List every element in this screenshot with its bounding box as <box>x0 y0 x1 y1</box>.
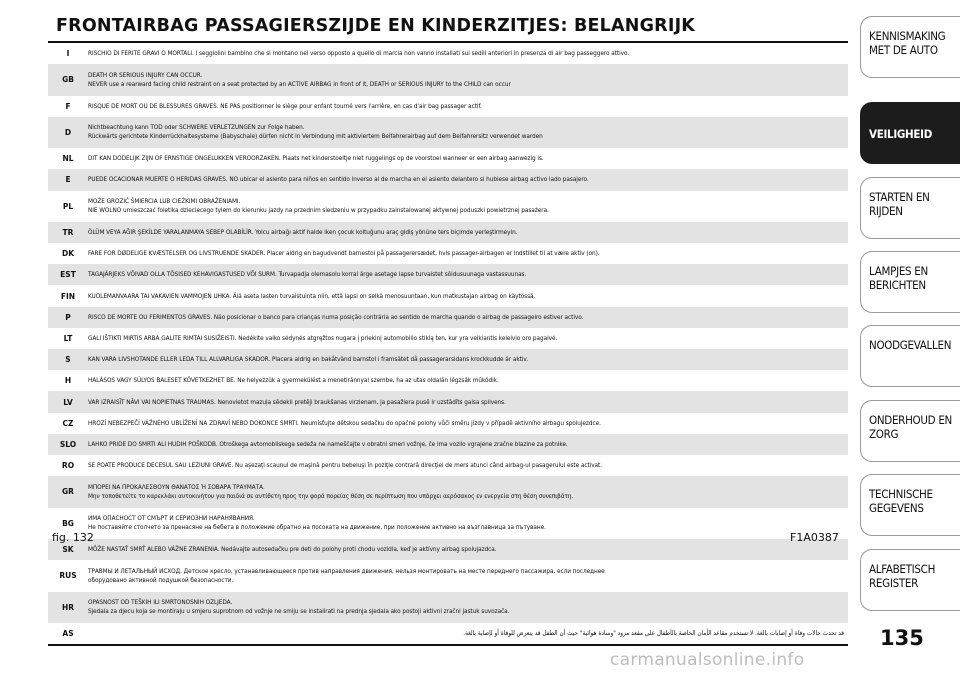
warning-text-line: Не поставяйте столчето за пренасяне на бебета в положение обратно на посоката на движение, при положение активно на възглавница за пътуване. <box>88 523 546 532</box>
language-code: S <box>65 355 71 365</box>
warning-text-line: MÔŽE NASTAŤ SMRŤ ALEBO VÁŽNE ZRANENIA. Nedávajte autosedačku pre deti do polohy proti chodu vozidla, keď je aktívny airbag spolujazdca. <box>88 545 497 554</box>
warning-text-line: VAR IZRAISĪT NĀVI VAI NOPIETNAS TRAUMAS. Nenovietot mazuļa sēdekli pretēji braukšanas virzienam, ja pasažiera pusē ir uzstādīts gaisa spilvens. <box>88 397 506 406</box>
warning-row-d <box>48 117 848 148</box>
warning-text-line: DIT KAN DODELIJK ZIJN OF ERNSTIGE ONGELUKKEN VEROORZAKEN. Plaats het kinderstoeltje niet ruggelings op de voorstoel wanneer er een airbag aanwezig is. <box>88 154 544 163</box>
chapter-tab-label: VEILIGHEID <box>869 127 933 141</box>
language-code: RO <box>61 461 75 471</box>
language-code: I <box>66 49 70 59</box>
warning-row-rus <box>48 560 848 591</box>
warning-text <box>88 117 848 148</box>
language-code: AS <box>62 629 74 639</box>
language-code: PL <box>62 201 74 211</box>
warning-row-fin <box>48 285 848 306</box>
chapter-tab-6[interactable] <box>860 400 960 462</box>
watermark: carmanualsonline.info <box>610 650 805 670</box>
warning-text-line: RISQUE DE MORT OU DE BLESSURES GRAVES. NE PAS positionner le siège pour enfant tourné vers l'arrière, en cas d'air bag passager actif. <box>88 101 482 110</box>
warning-text-line: ИМА ОПАСНОСТ ОТ СМЪРТ И СЕРИОЗНИ НАРАНЯВАНИЯ. <box>88 514 255 523</box>
warning-text-line: ΜΠΟΡΕΙ ΝΑ ΠΡΟΚΑΛΕΣΘΟΥΝ ΘΑΝΑΤΟΣ Ή ΣΟΒΑΡΑ ΤΡΑΥΜΑΤΑ. <box>88 482 265 491</box>
warning-row-e <box>48 169 848 190</box>
warning-row-nl <box>48 148 848 169</box>
warning-row-as <box>48 623 848 644</box>
language-code: BG <box>62 518 74 528</box>
warning-text-line: SE POATE PRODUCE DECESUL SAU LEZIUNI GRAVE. Nu aşezaţi scaunul de maşină pentru bebeluşi în poziţie contrară direcţiei de mers atunci când airbag-ul pasagerului este activat. <box>88 461 603 470</box>
chapter-tab-4[interactable] <box>860 251 960 313</box>
warning-text-line: HALÁSOS VAGY SÚLYOS BALESET KÖVETKEZHET BE. Ne helyezzük a gyermekülést a menetiránnyal szembe, ha az utas oldalán légzsák működik. <box>88 376 499 385</box>
warning-text <box>88 413 848 434</box>
language-code: E <box>65 175 71 185</box>
warning-text-line: GALI IŠTIKTI MIRTIS ARBA GALITE RIMTAI SUSIŽEISTI. Nedėkite vaiko sėdynės atgręžtos nugara į priekinį automobilio stiklą ten, kur yra veikiantis keleivio oro pagalvė. <box>88 333 558 342</box>
warning-text <box>88 191 848 222</box>
warning-text <box>88 285 848 306</box>
warning-row-gb <box>48 64 848 95</box>
chapter-tab-label: LAMPJES EN BERICHTEN <box>869 264 928 292</box>
language-code: EST <box>60 270 76 280</box>
page-title: FRONTAIRBAG PASSAGIERSZIJDE EN KINDERZITJES: BELANGRIJK <box>56 16 696 36</box>
language-code: SK <box>62 545 74 555</box>
language-code: GB <box>62 75 74 85</box>
warning-text <box>88 455 848 476</box>
warning-text <box>88 623 848 644</box>
warning-text <box>88 64 848 95</box>
warning-text-line: оборудовано активной подушкой безопасности. <box>88 575 234 584</box>
warning-text-line: RISCHIO DI FERITE GRAVI O MORTALI. I seggiolini bambino che si montano nel verso opposto a quello di marcia non vanno installati sui sedili anteriori in presenza di air bag passeggero attivo. <box>88 49 630 58</box>
warning-text-line: ÖLÜM VEYA AĞIR ŞEKİLDE YARALANMAYA SEBEP OLABİLİR. Yolcu airbağı aktif halde iken çocuk koltuğunu araç gidiş yönüne ters biçimde yerleştirmeyin. <box>88 228 518 237</box>
warning-text <box>88 508 848 539</box>
page-number: 135 <box>880 626 924 650</box>
chapter-tab-label: STARTEN EN RIJDEN <box>869 190 930 218</box>
warning-text-line: Sjedala za djecu koja se montiraju u smjeru suprotnom od vožnje ne smiju se instalirati na prednja sjedala ako postoji aktivni zračni jastuk suvozača. <box>88 607 510 616</box>
warning-row-lv <box>48 391 848 412</box>
warning-text-line: DEATH OR SERIOUS INJURY CAN OCCUR. <box>88 70 203 79</box>
warning-table <box>48 41 848 646</box>
warning-text <box>88 328 848 349</box>
warning-text <box>88 148 848 169</box>
warning-row-cz <box>48 413 848 434</box>
warning-row-h <box>48 370 848 391</box>
warning-text <box>88 222 848 243</box>
warning-text-line: KAN VARA LIVSHOTANDE ELLER LEDA TILL ALLVARLIGA SKADOR. Placera aldrig en bakåtvänd barnstol i framsätet då passagerarsidans krockkudde är aktiv. <box>88 355 528 364</box>
warning-text-line: Μην τοποθετείτε το καρεκλάκι αυτοκινήτου για παιδιά σε αντίθετη προς την φορά πορείας θέση σε περίπτωση που υπάρχει αερόσακος εν ενεργεία στη θέση συνεπιβάτη. <box>88 491 574 500</box>
warning-text-line: NIE WOLNO umieszczać foletika dzieciecego tylem do kierunku jazdy na przednim siedzeniu w przypadku zainstalowanej aktywnej poduszki powietrznej pasażera. <box>88 206 549 215</box>
warning-text <box>88 434 848 455</box>
warning-row-s <box>48 349 848 370</box>
chapter-tab-2[interactable] <box>860 102 960 164</box>
warning-text <box>88 43 848 64</box>
warning-text <box>88 349 848 370</box>
warning-text <box>88 243 848 264</box>
warning-text-line: LAHKO PRIDE DO SMRTI ALI HUDIH POŠKODB. Otroškega avtomobilskega sedeža ne nameščajte v obratni smeri vožnje, če ima vozilo vgrajene zračne blazine za potnike. <box>88 439 568 448</box>
language-code: H <box>64 376 72 386</box>
language-code: TR <box>62 228 74 238</box>
language-code: FIN <box>60 291 76 301</box>
warning-row-slo <box>48 434 848 455</box>
language-code: NL <box>62 154 74 164</box>
chapter-tab-label: KENNISMAKING MET DE AUTO <box>869 29 946 57</box>
language-code: LV <box>63 397 73 407</box>
warning-text <box>88 476 848 507</box>
warning-text-line: MOŻE GROZIĆ ŚMIERCIA LUB CIEŻKIMI OBRAŻENIAMI. <box>88 197 241 206</box>
language-code: DK <box>61 249 75 259</box>
warning-text-line: FARE FOR DØDELIGE KVÆSTELSER OG LIVSTRUENDE SKADER. Placer aldrig en bagudvendt barnestol på passagerersædet, hvis passager-airbagen er indstillet til at være aktiv (on). <box>88 249 600 258</box>
chapter-tab-label: ONDERHOUD EN ZORG <box>869 413 952 441</box>
warning-row-tr <box>48 222 848 243</box>
warning-text-line: Rückwärts gerichtete Kinderrückhaltesysteme (Babyschale) dürfen nicht in Verbindung mit aktiviertem Beifahrerairbag auf dem Beifahrersitz verwendet warden <box>88 132 543 141</box>
warning-row-p <box>48 307 848 328</box>
language-code: LT <box>63 333 73 343</box>
warning-text <box>88 592 848 623</box>
warning-text <box>88 264 848 285</box>
warning-text-line: ТРАВМЫ И ЛЕТАЛЬНЫЙ ИСХОД. Детское кресло, устанавливающееся против направления движения, нельзя монтировать на месте переднего пассажира, если последнее <box>88 566 605 575</box>
language-code: CZ <box>62 418 74 428</box>
warning-text-line: NEVER use a rearward facing child restraint on a seat protected by an ACTIVE AIRBAG in front of it, DEATH or SERIOUS INJURY to the CHILD can occur <box>88 79 511 88</box>
warning-row-pl <box>48 191 848 222</box>
figure-code: F1A0387 <box>790 531 839 544</box>
chapter-tab-1[interactable] <box>860 16 960 78</box>
warning-text-line: HROZÍ NEBEZPEČÍ VÁŽNÉHO UBLÍŽENÍ NA ZDRAVÍ NEBO DOKONCE SMRTI. Neumísťujte dětskou sedačku do opačné polohy vůči směru jízdy v případě aktivního airbagu spolujezdce. <box>88 418 601 427</box>
warning-text <box>88 370 848 391</box>
warning-text <box>88 391 848 412</box>
warning-text-line: KUOLEMANVAARA TAI VAKAVIEN VAMMOJEN UHKA. Älä aseta lasten turvaistuinta niin, että lapsi on selkä menosuuntaan, kun matkustajan airbag on käytössä. <box>88 291 536 300</box>
language-code: D <box>64 127 72 137</box>
chapter-tab-3[interactable] <box>860 177 960 239</box>
chapter-tab-label: TECHNISCHE GEGEVENS <box>869 487 933 515</box>
warning-row-ro <box>48 455 848 476</box>
warning-text <box>88 169 848 190</box>
warning-text-line: Nichtbeachtung kann TOD oder SCHWERE VERLETZUNGEN zur Folge haben. <box>88 123 305 132</box>
warning-row-gr <box>48 476 848 507</box>
chapter-tab-label: ALFABETISCH REGISTER <box>869 562 936 590</box>
language-code: RUS <box>59 571 77 581</box>
warning-text-line: PUEDE OCACIONAR MUERTE O HERIDAS GRAVES. NO ubicar el asiento para niños en sentido inverso al de marcha en el asiento delantero si hubiese airbag activo lado pasajero. <box>88 175 589 184</box>
language-code: SLO <box>59 439 77 449</box>
chapter-tab-label: NOODGEVALLEN <box>869 338 952 352</box>
chapter-tab-7[interactable] <box>860 474 960 536</box>
warning-row-dk <box>48 243 848 264</box>
warning-text <box>88 96 848 117</box>
warning-row-est <box>48 264 848 285</box>
chapter-tabs <box>860 0 960 678</box>
warning-text-line: OPASNOST OD TEŠKIH ILI SMRTONOSNIH OZLJEDA. <box>88 598 233 607</box>
warning-row-bg <box>48 508 848 539</box>
language-code: F <box>65 101 71 111</box>
figure-label: fig. 132 <box>52 531 94 544</box>
warning-text-line: TAGAJÄRJEKS VÕIVAD OLLA TÕSISED KEHAVIGASTUSED VÕI SURM. Turvapadja olemasolu korral ärge asetage lapse turvaistet sõidusuunaga vastassuunas. <box>88 270 527 279</box>
chapter-tab-8[interactable] <box>860 549 960 611</box>
warning-text <box>88 560 848 591</box>
warning-text-line: قد تحدث حالات وفاة أو إصابات بالغة. لا تستخدم مقاعد الأمان الخاصة بالأطفال على مقعد مزود "وسادة هوائية" حيث أن الطفل قد يتعرض للوفاة أو لإصابة بالغة. <box>463 629 844 638</box>
warning-text-line: RISCO DE MORTE OU FERIMENTOS GRAVES. Não posicionar o banco para crianças numa posição contrária ao sentido de marcha quando o airbag de passageiro estiver activo. <box>88 312 584 321</box>
warning-text <box>88 539 848 560</box>
warning-row-f <box>48 96 848 117</box>
warning-row-i <box>48 43 848 64</box>
language-code: P <box>65 312 71 322</box>
warning-row-sk <box>48 539 848 560</box>
warning-text <box>88 307 848 328</box>
chapter-tab-5[interactable] <box>860 325 960 387</box>
language-code: HR <box>61 602 75 612</box>
warning-row-lt <box>48 328 848 349</box>
language-code: GR <box>62 487 74 497</box>
warning-row-hr <box>48 592 848 623</box>
